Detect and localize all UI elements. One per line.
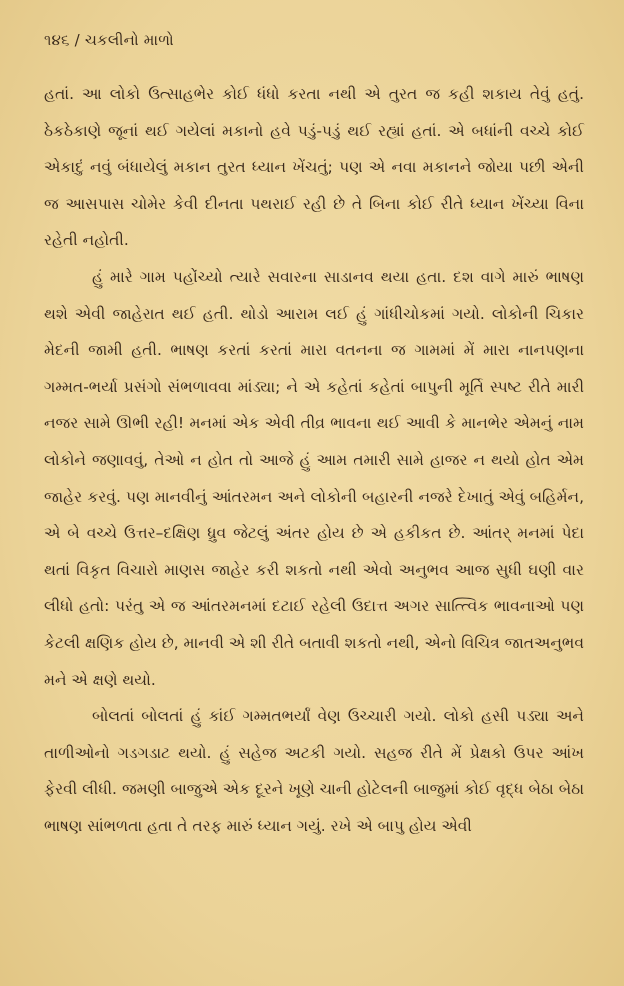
body-text <box>44 76 584 844</box>
paragraph-2: હું મારે ગામ પહોંચ્યો ત્યારે સવારના સાડાનવ થયા હતા. દશ વાગે મારું ભાષણ થશે એવી જાહેરાત થઈ હતી. થોડો આરામ લઈ હું ગાંધીચોકમાં ગયો. લોકોની ચિકાર મેદની જામી હતી. ભાષણ કરતાં કરતાં મારા વતનના જ ગામમાં મેં મારા નાનપણના ગમ્મત-ભર્યા પ્રસંગો સંભળાવવા માંડ્યા; ને એ કહેતાં કહેતાં બાપુની મૂર્તિ સ્પષ્ટ રીતે મારી નજર સામે ઊભી રહી! મનમાં એક એવી તીવ્ર ભાવના થઈ આવી કે માનભેર એમનું નામ લોકોને જણાવવું, તેઓ ન હોત તો આજે હું આમ તમારી સામે હાજર ન થયો હોત એમ જાહેર કરવું. પણ માનવીનું આંતરમન અને લોકોની બહારની નજરે દેખાતું એવું બહિર્મન, એ બે વચ્ચે ઉત્તર–દક્ષિણ ધ્રુવ જેટલું અંતર હોય છે એ હકીકત છે. આંતર્ મનમાં પેદા થતાં વિકૃત વિચારો માણસ જાહેર કરી શકતો નથી એવો અનુભવ આજ સુધી ઘણી વાર લીધો હતો: પરંતુ એ જ આંતરમનમાં દટાઈ રહેલી ઉદાત્ત અગર સાત્ત્વિક ભાવનાઓ પણ કેટલી ક્ષણિક હોય છે, માનવી એ શી રીતે બતાવી શકતો નથી, એનો વિચિત્ર જાતઅનુભવ મને એ ક્ષણે થયો. <box>44 267 584 689</box>
paragraph-1: હતાં. આ લોકો ઉત્સાહભેર કોઈ ધંધો કરતા નથી એ તુરત જ કહી શકાય તેવું હતું. ઠેકઠેકાણે જૂનાં થઈ ગયેલાં મકાનો હવે પડું-પડું થઈ રહ્યાં હતાં. એ બધાંની વચ્ચે કોઈ એકાદું નવું બંધાયેલું મકાન તુરત ધ્યાન ખેંચતું; પણ એ નવા મકાનને જોયા પછી એની જ આસપાસ ચોમેર કેવી દીનતા પથરાઈ રહી છે તે બિના કોઈ રીતે ધ્યાન ખેંચ્યા વિના રહેતી નહોતી. <box>44 85 584 250</box>
paragraph-3: બોલતાં બોલતાં હું કાંઈ ગમ્મતભર્યાં વેણ ઉચ્ચારી ગયો. લોકો હસી પડ્યા અને તાળીઓનો ગડગડાટ થયો. હું સહેજ અટકી ગયો. સહજ રીતે મેં પ્રેક્ષકો ઉપર આંખ ફેરવી લીધી. જમણી બાજુએ એક દૂરને ખૂણે ચાની હોટેલની બાજુમાં કોઈ વૃદ્ધ બેઠા બેઠા ભાષણ સાંભળતા હતા તે તરફ મારું ધ્યાન ગયું. રખે એ બાપુ હોય એવી <box>44 707 584 835</box>
running-header: ૧૪૬ / ચકલીનો માળો <box>44 31 174 49</box>
